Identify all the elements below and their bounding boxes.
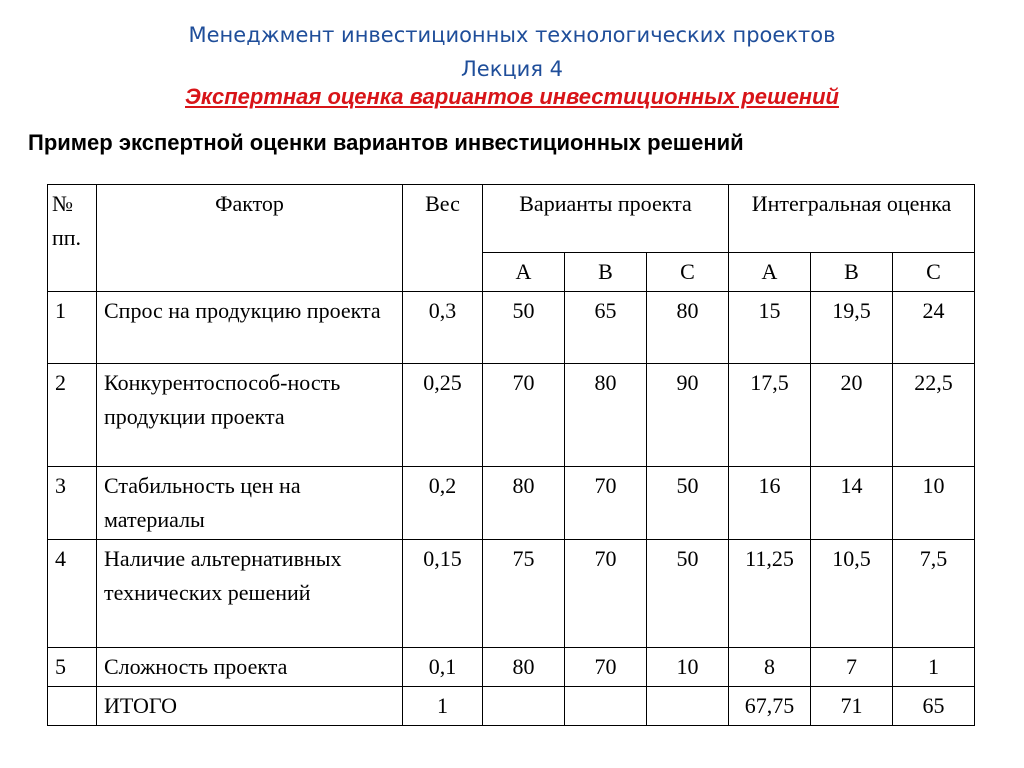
total-num bbox=[48, 687, 97, 726]
row-integral-b: 19,5 bbox=[811, 292, 893, 364]
table-row bbox=[48, 540, 975, 648]
section-title: Пример экспертной оценки вариантов инвестиционных решений bbox=[28, 130, 744, 155]
table-row bbox=[48, 364, 975, 467]
header-num: № пп. bbox=[48, 185, 97, 292]
row-variant-a: 80 bbox=[483, 467, 565, 540]
header-variant-c: С bbox=[647, 253, 729, 292]
row-variant-c: 90 bbox=[647, 364, 729, 467]
row-variant-b: 80 bbox=[565, 364, 647, 467]
row-num: 2 bbox=[48, 364, 97, 467]
row-variant-c: 50 bbox=[647, 540, 729, 648]
row-variant-b: 70 bbox=[565, 540, 647, 648]
row-weight: 0,25 bbox=[403, 364, 483, 467]
row-variant-c: 10 bbox=[647, 648, 729, 687]
row-variant-b: 70 bbox=[565, 467, 647, 540]
row-integral-c: 10 bbox=[893, 467, 975, 540]
header-integral-b: В bbox=[811, 253, 893, 292]
row-weight: 0,15 bbox=[403, 540, 483, 648]
row-integral-a: 11,25 bbox=[729, 540, 811, 648]
header-variant-b: В bbox=[565, 253, 647, 292]
row-num: 4 bbox=[48, 540, 97, 648]
total-variant-b bbox=[565, 687, 647, 726]
row-variant-a: 70 bbox=[483, 364, 565, 467]
row-variant-c: 80 bbox=[647, 292, 729, 364]
total-variant-a bbox=[483, 687, 565, 726]
row-variant-b: 65 bbox=[565, 292, 647, 364]
row-num: 5 bbox=[48, 648, 97, 687]
row-integral-a: 8 bbox=[729, 648, 811, 687]
row-integral-a: 16 bbox=[729, 467, 811, 540]
header-integral-c: С bbox=[893, 253, 975, 292]
row-factor: Сложность проекта bbox=[97, 648, 403, 687]
total-integral-c: 65 bbox=[893, 687, 975, 726]
row-integral-c: 24 bbox=[893, 292, 975, 364]
row-weight: 0,3 bbox=[403, 292, 483, 364]
table-row bbox=[48, 648, 975, 687]
row-factor: Стабильность цен на материалы bbox=[97, 467, 403, 540]
row-integral-a: 15 bbox=[729, 292, 811, 364]
row-variant-a: 50 bbox=[483, 292, 565, 364]
row-variant-c: 50 bbox=[647, 467, 729, 540]
table-row bbox=[48, 467, 975, 540]
row-factor: Наличие альтернативных технических решений bbox=[97, 540, 403, 648]
row-num: 3 bbox=[48, 467, 97, 540]
row-variant-a: 80 bbox=[483, 648, 565, 687]
row-variant-a: 75 bbox=[483, 540, 565, 648]
header-weight: Вес bbox=[403, 185, 483, 292]
row-integral-c: 7,5 bbox=[893, 540, 975, 648]
lecture-label: Лекция 4 bbox=[460, 57, 563, 81]
row-integral-c: 1 bbox=[893, 648, 975, 687]
total-weight: 1 bbox=[403, 687, 483, 726]
header-variants: Варианты проекта bbox=[483, 185, 729, 253]
row-integral-a: 17,5 bbox=[729, 364, 811, 467]
row-factor: Конкурентоспособ-ность продукции проекта bbox=[97, 364, 403, 467]
header-variant-a: А bbox=[483, 253, 565, 292]
row-weight: 0,2 bbox=[403, 467, 483, 540]
header-integral: Интегральная оценка bbox=[729, 185, 975, 253]
course-title: Менеджмент инвестиционных технологических проектов bbox=[188, 23, 836, 47]
expert-evaluation-table bbox=[47, 184, 975, 726]
header-integral-a: А bbox=[729, 253, 811, 292]
row-weight: 0,1 bbox=[403, 648, 483, 687]
total-variant-c bbox=[647, 687, 729, 726]
row-integral-c: 22,5 bbox=[893, 364, 975, 467]
row-num: 1 bbox=[48, 292, 97, 364]
total-label: ИТОГО bbox=[97, 687, 403, 726]
header-factor: Фактор bbox=[97, 185, 403, 292]
row-integral-b: 10,5 bbox=[811, 540, 893, 648]
total-integral-a: 67,75 bbox=[729, 687, 811, 726]
total-row bbox=[48, 687, 975, 726]
row-factor: Спрос на продукцию проекта bbox=[97, 292, 403, 364]
total-integral-b: 71 bbox=[811, 687, 893, 726]
row-integral-b: 14 bbox=[811, 467, 893, 540]
row-integral-b: 7 bbox=[811, 648, 893, 687]
lecture-subtitle: Экспертная оценка вариантов инвестиционных решений bbox=[185, 84, 839, 109]
row-integral-b: 20 bbox=[811, 364, 893, 467]
table-row bbox=[48, 292, 975, 364]
row-variant-b: 70 bbox=[565, 648, 647, 687]
